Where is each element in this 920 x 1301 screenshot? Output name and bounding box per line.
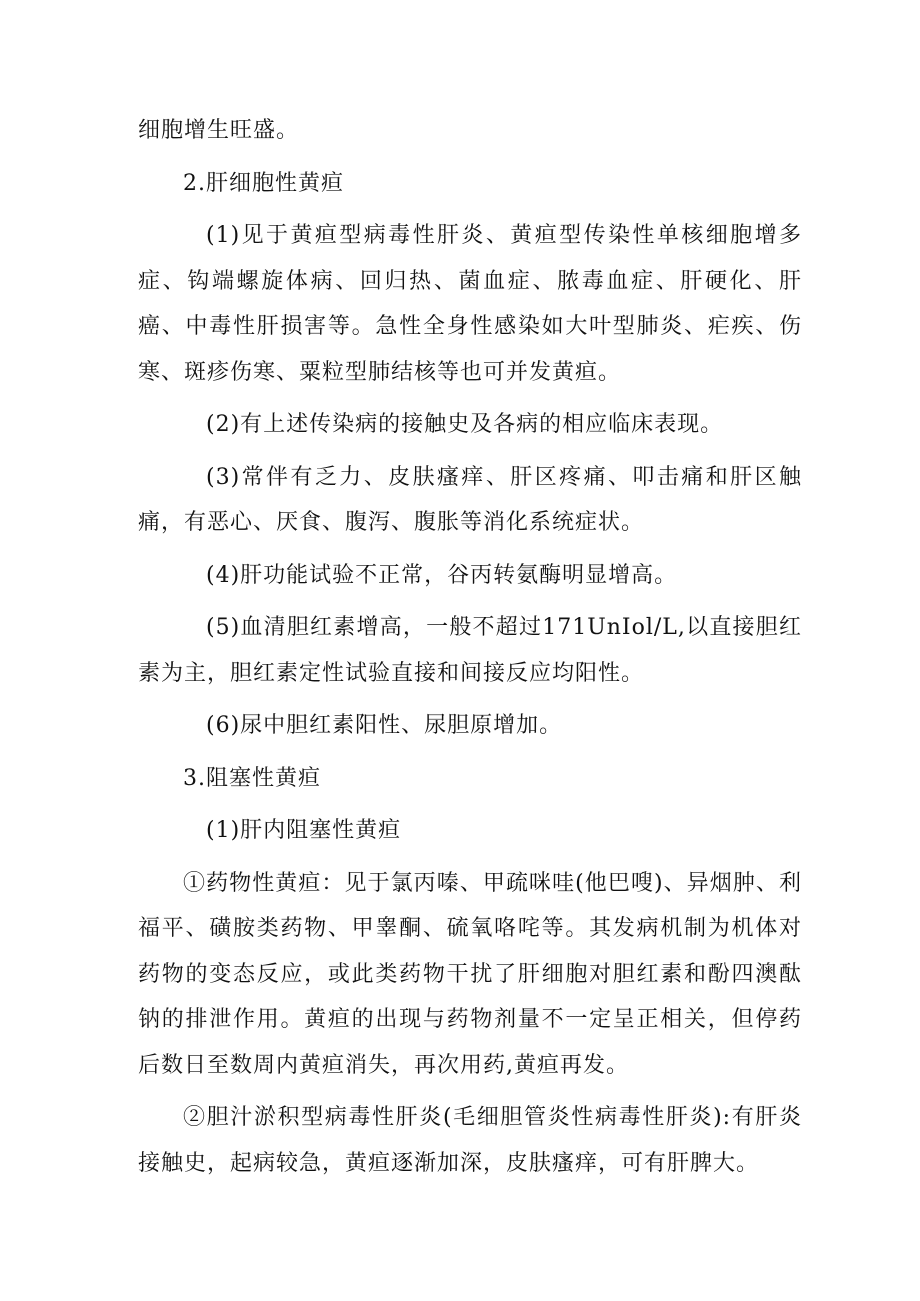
paragraph-item-4: (4)肝功能试验不正常，谷丙转氨酶明显增高。 <box>206 562 678 588</box>
paragraph-item-1: (1)见于黄疸型病毒性肝炎、黄疸型传染性单核细胞增多症、钩端螺旋体病、回归热、菌血症、脓毒血症、肝硬化、肝癌、中毒性肝损害等。急性全身性感染如大叶型肺炎、疟疾、伤寒、斑疹伤寒、粟粒型肺结核等也可并发黄疸。 <box>138 223 802 385</box>
section-heading-obstructive-jaundice: 3.阻塞性黄疸 <box>183 765 321 791</box>
paragraph-item-3: (3)常伴有乏力、皮肤瘙痒、肝区疼痛、叩击痛和肝区触痛，有恶心、厌食、腹泻、腹胀等消化系统症状。 <box>138 464 802 535</box>
section-heading-hepatocellular-jaundice: 2.肝细胞性黄疸 <box>183 170 344 196</box>
subheading-intrahepatic-obstructive-jaundice: (1)肝内阻塞性黄疸 <box>206 818 402 843</box>
paragraph-item-5: (5)血清胆红素增高，一般不超过171UnIol/L,以直接胆红素为主，胆红素定性试验直接和间接反应均阳性。 <box>138 615 802 686</box>
document-page <box>138 108 802 1186</box>
paragraph-item-6: (6)尿中胆红素阳性、尿胆原增加。 <box>206 713 563 738</box>
paragraph-drug-induced-jaundice: ①药物性黄疸：见于氯丙嗪、甲疏咪哇(他巴嗖)、异烟肿、利福平、磺胺类药物、甲睾酮、硫氧咯咤等。其发病机制为机体对药物的变态反应，或此类药物干扰了肝细胞对胆红素和酚四澳酞钠的排泄作用。黄疸的出现与药物剂量不一定呈正相关，但停药后数日至数周内黄疸消失，再次用药,黄疸再发。 <box>138 870 802 1078</box>
paragraph-cholestatic-viral-hepatitis: ②胆汁淤积型病毒性肝炎(毛细胆管炎性病毒性肝炎):有肝炎接触史，起病较急，黄疸逐渐加深，皮肤瘙痒，可有肝脾大。 <box>138 1105 802 1176</box>
paragraph-item-2: (2)有上述传染病的接触史及各病的相应临床表现。 <box>206 412 724 437</box>
paragraph-continuation: 细胞增生旺盛。 <box>138 118 300 143</box>
